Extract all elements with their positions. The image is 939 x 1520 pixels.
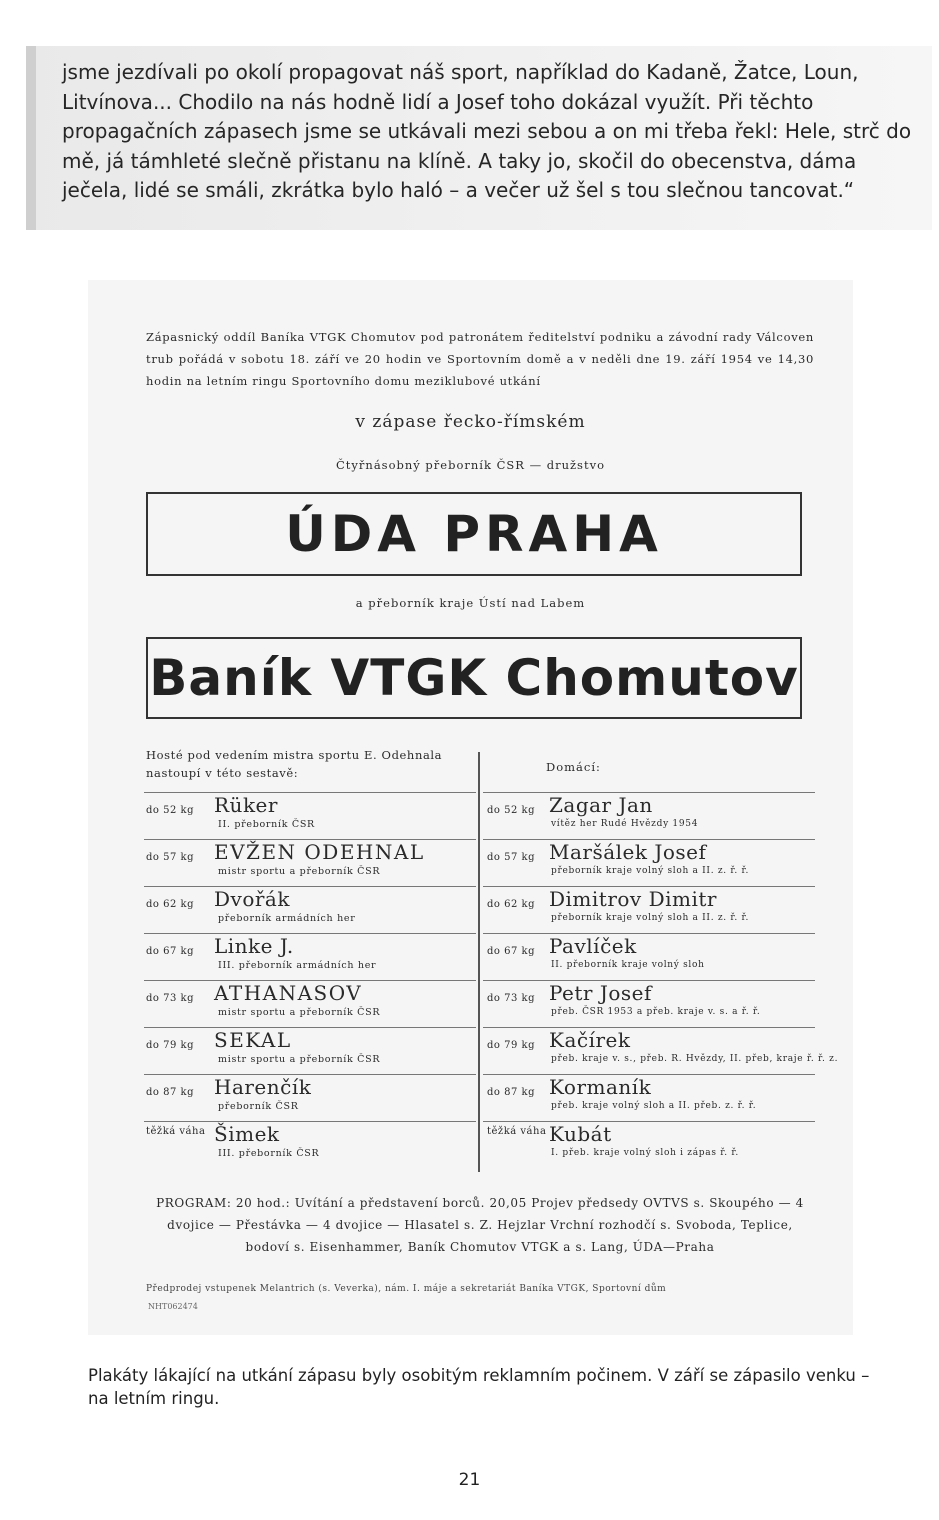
quote-text: jsme jezdívali po okolí propagovat náš sport, například do Kadaně, Žatce, Loun, Litvínova... Chodilo na nás hodně lidí a Josef toho dokázal využít. Při těchto propagačních zápasech jsme se utkávali mezi sebou a on mi třeba řekl: Hele, strč do mě, já támhleté slečně přistanu na klíně. A taky jo, skočil do obecenstva, dáma ječela, lidé se smáli, zkrátka bylo haló – a večer už šel s tou slečnou tancovat.“ (62, 60, 912, 203)
lineup-row (144, 839, 476, 886)
wrestler-name: Pavlíček (549, 934, 637, 958)
lineup-row (483, 886, 815, 933)
wrestler-name: EVŽEN ODEHNAL (214, 840, 425, 864)
wrestler-name: ATHANASOV (214, 981, 363, 1005)
lineup-row (483, 839, 815, 886)
weight-class: do 87 kg (487, 1087, 535, 1098)
poster-discipline: v zápase řecko-římském (355, 412, 586, 432)
wrestler-name: Zagar Jan (549, 793, 653, 817)
lineup-divider (478, 752, 480, 1172)
weight-class: do 52 kg (146, 805, 194, 816)
wrestler-title: II. přeborník kraje volný sloh (551, 960, 705, 970)
wrestler-title: mistr sportu a přeborník ČSR (218, 866, 381, 877)
wrestler-title: mistr sportu a přeborník ČSR (218, 1054, 381, 1065)
wrestler-name: Kubát (549, 1122, 612, 1146)
quote-accent-bar (26, 46, 36, 230)
guests-heading: Hosté pod vedením mistra sportu E. Odehnala nastoupí v této sestavě: (146, 748, 443, 780)
weight-class: do 52 kg (487, 805, 535, 816)
wrestler-name: Dvořák (214, 887, 290, 911)
weight-class: do 57 kg (487, 852, 535, 863)
wrestler-title: přeborník kraje volný sloh a II. z. ř. ř. (551, 913, 750, 923)
weight-class: do 79 kg (487, 1040, 535, 1051)
wrestler-name: Kormaník (549, 1075, 652, 1099)
wrestler-name: Rüker (214, 793, 278, 817)
weight-class: do 87 kg (146, 1087, 194, 1098)
wrestler-title: II. přeborník ČSR (218, 819, 315, 830)
wrestler-name: Kačírek (549, 1028, 631, 1052)
wrestler-title: přeborník ČSR (218, 1101, 299, 1112)
event-poster (88, 280, 853, 1335)
wrestler-title: mistr sportu a přeborník ČSR (218, 1007, 381, 1018)
poster-code: NHT062474 (148, 1302, 198, 1311)
weight-class: do 57 kg (146, 852, 194, 863)
poster-intro: Zápasnický oddíl Baníka VTGK Chomutov pod patronátem ředitelství podniku a závodní rady Válcoven trub pořádá v sobotu 18. září ve 20 hodin ve Sportovním domě a v neděli dne 19. září 1954 ve 14,30 hodin na letním ringu Sportovního domu meziklubové utkání (146, 330, 814, 388)
regional-note: a přeborník kraje Ústí nad Labem (355, 596, 586, 610)
lineup-row (144, 1027, 476, 1074)
wrestler-title: přeborník kraje volný sloh a II. z. ř. ř. (551, 866, 750, 876)
page-number: 21 (458, 1470, 481, 1490)
event-program: PROGRAM: 20 hod.: Uvítání a představení borců. 20,05 Projev předsedy OVTVS s. Skoupého — 4 dvojice — Přestávka — 4 dvojice — Hlasatel s. Z. Hejzlar Vrchní rozhodčí s. Svoboda, Teplice, bodoví s. Eisenhammer, Baník Chomutov VTGK a s. Lang, ÚDA—Praha (156, 1196, 804, 1254)
wrestler-name: Maršálek Josef (549, 840, 707, 864)
lineup-row (144, 980, 476, 1027)
team-banik-chomutov: Baník VTGK Chomutov (146, 637, 802, 719)
lineup-row (483, 1027, 839, 1074)
lineup-row (483, 1121, 815, 1168)
wrestler-name: Petr Josef (549, 981, 652, 1005)
ticket-presale: Předprodej vstupenek Melantrich (s. Veverka), nám. I. máje a sekretariát Baníka VTGK, Sportovní dům (146, 1284, 667, 1294)
wrestler-title: vítěz her Rudé Hvězdy 1954 (551, 819, 699, 829)
weight-class: do 73 kg (487, 993, 535, 1004)
lineup-row (144, 1121, 476, 1168)
wrestler-name: Dimitrov Dimitr (549, 887, 717, 911)
wrestler-name: Harenčík (214, 1075, 312, 1099)
weight-class: do 67 kg (146, 946, 194, 957)
wrestler-name: SEKAL (214, 1028, 292, 1052)
lineup-row (144, 1074, 476, 1121)
home-heading: Domácí: (546, 760, 601, 774)
wrestler-name: Šimek (214, 1122, 280, 1146)
wrestler-name: Linke J. (214, 934, 294, 958)
home-lineup (483, 792, 839, 1168)
quote-block (26, 46, 932, 230)
lineup-row (483, 1074, 815, 1121)
guests-lineup (144, 792, 476, 1168)
lineup-row (483, 792, 815, 839)
lineup-row (144, 933, 476, 980)
weight-class: do 62 kg (487, 899, 535, 910)
wrestler-title: přeborník armádních her (218, 913, 356, 924)
lineup-row (144, 886, 476, 933)
champion-note: Čtyřnásobný přeborník ČSR — družstvo (336, 458, 605, 472)
weight-class: do 62 kg (146, 899, 194, 910)
wrestler-title: přeb. kraje volný sloh a II. přeb. z. ř. ř. (551, 1101, 757, 1111)
weight-class: těžká váha (146, 1126, 206, 1137)
weight-class: do 67 kg (487, 946, 535, 957)
lineup-row (144, 792, 476, 839)
team-uda-praha: ÚDA PRAHA (146, 492, 802, 576)
wrestler-title: III. přeborník ČSR (218, 1148, 320, 1159)
lineup-row (483, 933, 815, 980)
wrestler-title: přeb. kraje v. s., přeb. R. Hvězdy, II. přeb, kraje ř. ř. z. (551, 1054, 839, 1064)
wrestler-title: přeb. ČSR 1953 a přeb. kraje v. s. a ř. ř. (551, 1007, 761, 1017)
weight-class: do 73 kg (146, 993, 194, 1004)
weight-class: do 79 kg (146, 1040, 194, 1051)
wrestler-title: III. přeborník armádních her (218, 960, 377, 971)
wrestler-title: I. přeb. kraje volný sloh i zápas ř. ř. (551, 1148, 739, 1158)
figure-caption: Plakáty lákající na utkání zápasu byly osobitým reklamním počinem. V září se zápasilo venku – na letním ringu. (88, 1366, 870, 1408)
weight-class: těžká váha (487, 1126, 547, 1137)
lineup-row (483, 980, 815, 1027)
